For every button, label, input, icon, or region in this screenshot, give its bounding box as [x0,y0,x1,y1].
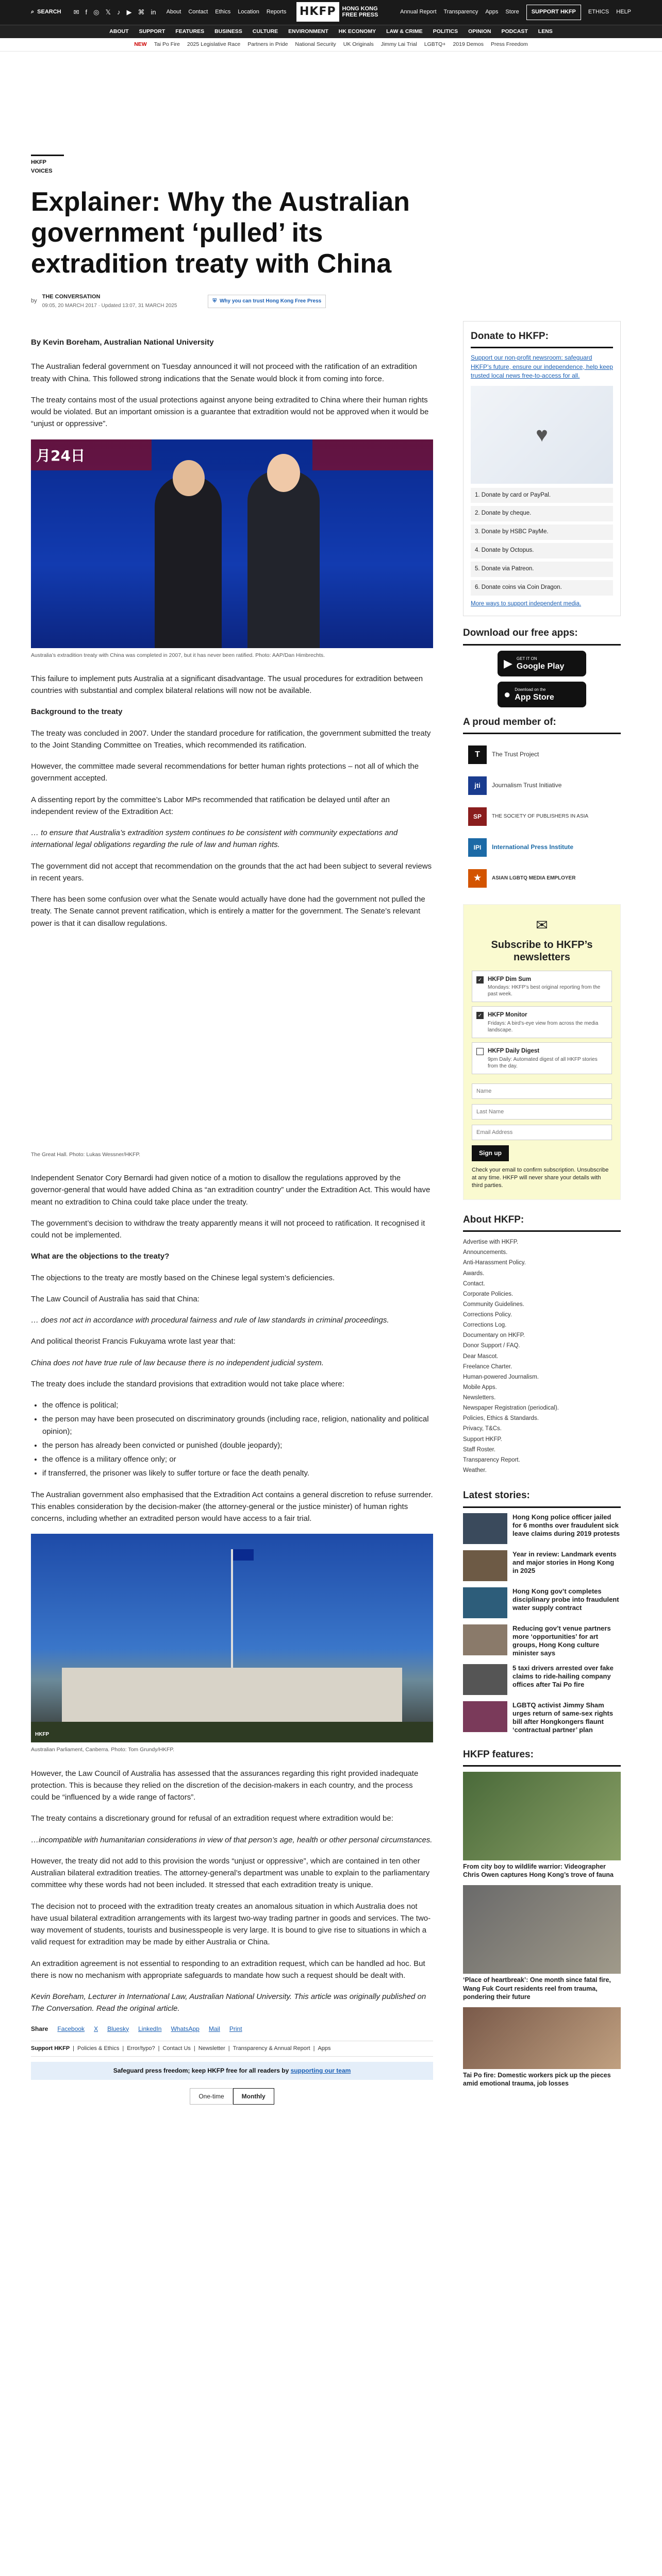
paragraph: The government did not accept that recommendation on the grounds that the act had been subject to several reviews in recent years. [31,861,432,883]
story-thumbnail [463,1624,507,1655]
name-input[interactable] [472,1083,612,1099]
paragraph: However, the treaty did not add to this provision the words “unjust or oppressive”, which are contained in ten other Australian bilateral extradition treaties. The attorney-general’s department was unable to explain to the parliamentary committee why these words had not been included. It stressed that each extradition treaty is unique. [31,1856,430,1890]
about-link[interactable]: Community Guidelines. [463,1301,524,1308]
linkedin-icon[interactable]: in [151,8,156,16]
ethics-link[interactable]: ETHICS [588,9,609,15]
photo-caption: Australia’s extradition treaty with China was completed in 2007, but it has never been ratified. Photo: AAP/Dan Himbrechts. [31,652,325,658]
newsletter-signup [463,904,621,1200]
top-link-apps[interactable]: Apps [485,9,499,15]
about-link[interactable]: Donor Support / FAQ. [463,1343,520,1349]
list-item: • the offence is political; [42,1399,433,1411]
about-link[interactable]: Contact. [463,1280,485,1287]
top-right [400,5,631,20]
member-logo[interactable]: T The Trust Project [463,739,621,770]
about-link[interactable]: Support HKFP. [463,1436,502,1443]
top-link-reports[interactable]: Reports [266,9,287,15]
paragraph: An extradition agreement is not essential to responding to an extradition request, which can be handled ad hoc. But there is now no mechanism with appropriate safeguards to mandate how such a request should be dealt with. [31,1959,425,1980]
paragraph: This failure to implement puts Australia at a significant disadvantage. The usual procedures for extradition between countries with substantial and complex bilateral relations will now not be available. [31,674,423,696]
trending-item[interactable]: Press Freedom [491,41,528,48]
source-block [42,293,177,310]
apple-icon: ● [504,687,511,701]
section-heading: What are the objections to the treaty? [31,1252,170,1261]
paragraph: There has been some confusion over what the Senate would actually have done had the government not pulled the treaty. The Senate cannot prevent ratification, which is entirely a matter for the government. The Senate’s relevant power is that it can disallow regulations. [31,895,425,928]
more-ways-link[interactable]: More ways to support independent media. [471,600,582,607]
x-icon[interactable]: 𝕏 [105,8,111,16]
photo-watermark: HKFP [35,1731,49,1737]
story-item[interactable]: 5 taxi drivers arrested over fake claims to ride-hailing company offices after Tai Po fire [463,1664,621,1695]
trending-item[interactable]: 2025 Legislative Race [187,41,241,48]
list-item: • if transferred, the prisoner was likely to suffer torture or face the death penalty. [42,1467,433,1479]
nav-environment[interactable]: ENVIRONMENT [288,28,328,35]
feature-item[interactable]: From city boy to wildlife warrior: Videographer Chris Owen captures Hong Kong’s trove of fauna [463,1772,621,1879]
story-thumbnail [463,1550,507,1581]
donation-frequency-toggle [31,2088,433,2105]
article-title: Explainer: Why the Australian government ‘pulled’ its extradition treaty with China [31,187,410,279]
share-whatsapp[interactable]: WhatsApp [171,2025,200,2032]
newsletter-option-monitor[interactable]: ✓ HKFP Monitor Fridays: A bird’s-eye view from across the media landscape. [472,1006,612,1038]
donate-box [463,321,621,616]
donate-options [471,488,613,596]
story-thumbnail [463,1513,507,1544]
support-team-link[interactable]: supporting our team [290,2067,351,2075]
story-thumbnail [463,1701,507,1732]
article-kicker[interactable]: HKFP VOICES [31,155,64,176]
checkbox-checked-icon[interactable]: ✓ [476,1012,484,1019]
feature-item[interactable]: Tai Po fire: Domestic workers pick up the pieces amid emotional trauma, job losses [463,2007,621,2088]
envelope-icon: ✉ [536,917,548,934]
nav-opinion[interactable]: OPINION [468,28,491,35]
provisions-list [42,1399,433,1480]
nav-law-crime[interactable]: LAW & CRIME [386,28,423,35]
story-item[interactable]: Hong Kong gov’t completes disciplinary probe into fraudulent water supply contract [463,1587,621,1618]
nav-support[interactable]: SUPPORT [139,28,166,35]
support-hkfp-button[interactable]: SUPPORT HKFP [526,5,581,20]
about-link[interactable]: Documentary on HKFP. [463,1332,525,1339]
feature-image [463,1772,621,1860]
member-logo[interactable]: ★ ASIAN LGBTQ MEDIA EMPLOYER [463,863,621,894]
about-link[interactable]: Freelance Charter. [463,1363,512,1370]
sign-up-button[interactable]: Sign up [472,1145,509,1161]
donate-option[interactable]: 4. Donate by Octopus. [471,543,613,558]
member-logo[interactable]: IPI International Press Institute [463,832,621,863]
article-body [31,321,433,2105]
about-link[interactable]: Awards. [463,1270,485,1277]
story-thumbnail [463,1664,507,1695]
trending-label: NEW [134,41,147,48]
youtube-icon[interactable]: ▶ [126,8,132,16]
about-link[interactable]: Corporate Policies. [463,1291,514,1297]
paragraph: The Law Council of Australia has said that China: [31,1294,200,1303]
nav-lens[interactable]: LENS [538,28,553,35]
footer-link[interactable]: Transparency & Annual Report [233,2045,310,2052]
newsletter-title: Subscribe to HKFP’s newsletters [491,939,593,963]
donate-title: Donate to HKFP: [471,329,613,348]
nav-about[interactable]: ABOUT [109,28,129,35]
photo-caption: The Great Hall. Photo: Lukas Wessner/HKFP. [31,1151,141,1158]
apps-block [463,625,621,707]
top-link-ethics[interactable]: Ethics [215,9,231,15]
story-item[interactable]: Hong Kong police officer jailed for 6 months over fraudulent sick leave claims during 2019 protests [463,1513,621,1544]
nav-business[interactable]: BUSINESS [214,28,242,35]
share-label: Share [31,2025,48,2032]
paragraph: And political theorist Francis Fukuyama wrote last year that: [31,1337,236,1346]
article-footer-links: Support HKFP | Policies & Ethics | Error/typo? | Contact Us | Newsletter | Transparency & Annual Report | Apps [31,2041,433,2057]
trending-item[interactable]: UK Originals [343,41,374,48]
footer-support-hkfp[interactable]: Support HKFP [31,2045,70,2052]
quote: …incompatible with humanitarian considerations in view of that person’s age, health or other personal circumstances. [31,1835,433,1844]
by-label: by [31,298,37,304]
nav-features[interactable]: FEATURES [175,28,205,35]
trending-item[interactable]: 2019 Demos [453,41,484,48]
about-link[interactable]: Privacy, T&Cs. [463,1426,502,1432]
nav-hk-economy[interactable]: HK ECONOMY [338,28,376,35]
quote: … to ensure that Australia’s extradition system continues to be consistent with community expectations and international legal obligations regarding the rule of law and human rights. [31,828,398,850]
top-bar [0,0,662,25]
about-title: About HKFP: [463,1212,621,1232]
nav-politics[interactable]: POLITICS [433,28,458,35]
article-dates: 09:05, 20 MARCH 2017 · Updated 13:07, 31 MARCH 2025 [42,302,177,309]
top-link-location[interactable]: Location [238,9,259,15]
article-photo-great-hall[interactable] [31,939,433,1147]
trending-item[interactable]: National Security [295,41,336,48]
logo-mark: HKFP [296,2,339,22]
article-photo-handshake[interactable] [31,439,433,648]
about-link[interactable]: Staff Roster. [463,1446,496,1453]
frequency-monthly[interactable]: Monthly [233,2088,274,2105]
heart-icon: ♥ [536,423,548,446]
list-item: • the person may have been prosecuted on discriminatory grounds (including race, religion, nationality and political opinion); [42,1413,433,1437]
story-item[interactable]: Reducing gov’t venue partners more ‘opportunities’ for art groups, Hong Kong culture minister says [463,1624,621,1658]
quote: China does not have true rule of law because there is no independent judicial system. [31,1358,324,1367]
newsletter-option-daily-digest[interactable]: HKFP Daily Digest 9pm Daily: Automated digest of all HKFP stories from the day. [472,1042,612,1074]
share-bar [31,2024,433,2034]
donate-option[interactable]: 3. Donate by HSBC PayMe. [471,524,613,540]
share-linkedin[interactable]: LinkedIn [138,2025,162,2032]
photo-caption: Australian Parliament, Canberra. Photo: Tom Grundy/HKFP. [31,1747,174,1753]
trending-item[interactable]: Jimmy Lai Trial [380,41,417,48]
frequency-one-time[interactable]: One-time [190,2088,233,2105]
nav-culture[interactable]: CULTURE [252,28,278,35]
facebook-icon[interactable]: f [85,8,88,16]
share-bluesky[interactable]: Bluesky [107,2025,129,2032]
donate-option[interactable]: 5. Donate via Patreon. [471,562,613,577]
footer-link[interactable]: Error/typo? [127,2045,155,2052]
ad-space [0,52,662,155]
main-nav [0,25,662,38]
checkbox-checked-icon[interactable]: ✓ [476,976,484,984]
checkbox-unchecked-icon[interactable] [476,1048,484,1055]
top-links [167,8,287,16]
paragraph: The treaty does include the standard provisions that extradition would not take place where: [31,1379,344,1388]
trending-item[interactable]: Partners in Pride [247,41,288,48]
about-link[interactable]: Weather. [463,1467,487,1473]
about-list [463,1237,621,1476]
search-button[interactable]: ⌕ SEARCH [31,8,61,16]
share-print[interactable]: Print [229,2025,242,2032]
last-name-input[interactable] [472,1104,612,1120]
member-logo[interactable]: jti Journalism Trust Initiative [463,770,621,801]
paragraph: The treaty was concluded in 2007. Under the standard procedure for ratification, the government submitted the treaty to the Joint Standing Committee on Treaties, which recommended its ratification. [31,728,431,750]
membership-block [463,715,621,894]
top-link-store[interactable]: Store [505,9,519,15]
site-logo[interactable] [296,2,378,22]
about-link[interactable]: Advertise with HKFP. [463,1239,519,1246]
feature-image [463,2007,621,2069]
donate-illustration [471,386,613,484]
author-byline[interactable]: By Kevin Boreham, Australian National University [31,338,214,347]
paragraph: However, the committee made several recommendations for better human rights protections – not all of which the government accepted. [31,762,419,783]
email-input[interactable] [472,1125,612,1140]
why-trust-link[interactable]: ⛨ Why you can trust Hong Kong Free Press [208,295,326,308]
story-item[interactable]: LGBTQ activist Jimmy Sham urges return of same-sex rights bill after Hongkongers flaunt ‘contractual partner’ plan [463,1701,621,1735]
trending-item[interactable]: LGBTQ+ [424,41,446,48]
instagram-icon[interactable]: ◎ [93,8,100,16]
paragraph: The Australian government also emphasised that the Extradition Act contains a general discretion to refuse surrender. This enables consideration by the decision-maker (the attorney-general or the justice minister) of human rights concerns, including whether an extradited person would have access to a fair trial. [31,1490,433,1523]
about-link[interactable]: Mobile Apps. [463,1384,497,1391]
top-link-annual-report[interactable]: Annual Report [400,9,437,15]
search-icon: ⌕ [31,9,35,15]
about-link[interactable]: Transparency Report. [463,1456,520,1463]
latest-stories [463,1488,621,1734]
quote: … does not act in accordance with procedural fairness and rule of law standards in criminal proceedings. [31,1316,389,1325]
top-link-transparency[interactable]: Transparency [443,9,478,15]
newsletter-note: Check your email to confirm subscription. Unsubscribe at any time. HKFP will never share your details with third parties. [472,1166,609,1189]
about-link[interactable]: Corrections Log. [463,1322,507,1329]
member-logo[interactable]: SP THE SOCIETY OF PUBLISHERS IN ASIA [463,801,621,832]
feature-image [463,1885,621,1974]
paragraph: The government’s decision to withdraw the treaty apparently means it will not proceed to ratification. It recognised it could not be implemented. [31,1218,425,1240]
section-heading: Background to the treaty [31,707,123,717]
footer-link[interactable]: Newsletter [198,2045,225,2052]
paragraph: A dissenting report by the committee’s Labor MPs recommended that ratification be delayed until after an independent review of the Extradition Act: [31,795,390,816]
paragraph: The treaty contains a discretionary ground for refusal of an extradition request where extradition would be: [31,1814,393,1823]
about-link[interactable]: Newspaper Registration (periodical). [463,1405,559,1412]
top-link-contact[interactable]: Contact [188,9,208,15]
donate-text: Support our non-profit newsroom: safeguard HKFP’s future, ensure our independence, help keep trusted local news free-to-access for all. [471,354,613,380]
email-icon[interactable]: ✉ [73,8,79,16]
list-item: • the person has already been convicted or punished (double jeopardy); [42,1439,433,1451]
paragraph: However, the Law Council of Australia has assessed that the assurances regarding this right provided inadequate protection. This is because they relied on the discretion of the decision-makers in each country, and the process could be “influenced by a wide range of factors”. [31,1769,419,1802]
footer-link[interactable]: Policies & Ethics [77,2045,120,2052]
logo-text: HONG KONG FREE PRESS [342,5,378,19]
social-links [74,7,156,18]
top-link-about[interactable]: About [166,9,181,15]
story-item[interactable]: Year in review: Landmark events and major stories in Hong Kong in 2025 [463,1550,621,1581]
about-link[interactable]: Corrections Policy. [463,1312,512,1318]
sidebar [463,321,621,2105]
paragraph: Independent Senator Cory Bernardi had given notice of a motion to disallow the regulations approved by the governor-general that would have added China as “an extradition country” under the Extradition Act. This would have meant no extradition to China could take place under the treaty. [31,1174,431,1207]
page-body [31,321,662,2105]
nav-podcast[interactable]: PODCAST [501,28,528,35]
member-title: A proud member of: [463,715,621,734]
about-link[interactable]: Announcements. [463,1249,508,1256]
rss-icon[interactable]: ⌘ [138,8,145,16]
hkfp-features [463,1747,621,2088]
author-bio: Kevin Boreham, Lecturer in International Law, Australian National University. This article was originally published on The Conversation. Read the original article. [31,1992,426,2013]
article-header [31,155,454,310]
shield-icon: ⛨ [212,298,217,304]
google-play-button[interactable]: ▶ GET IT ON Google Play [498,651,586,676]
features-title: HKFP features: [463,1747,621,1767]
about-link[interactable]: Newsletters. [463,1395,496,1401]
list-item: • the offence is a military offence only; or [42,1453,433,1465]
article-photo-parliament[interactable] [31,1534,433,1742]
tiktok-icon[interactable]: ♪ [117,8,121,16]
story-thumbnail [463,1587,507,1618]
donate-option[interactable]: 1. Donate by card or PayPal. [471,488,613,503]
latest-title: Latest stories: [463,1488,621,1507]
play-store-icon: ▶ [504,656,512,670]
photo-overlay-text: 月24日 [36,447,85,464]
paragraph: The treaty contains most of the usual protections against anyone being extradited to China where their human rights would be violated. But an important omission is a guarantee that extradition would not be approved when it would be “unjust or oppressive”. [31,395,429,429]
paragraph: The decision not to proceed with the extradition treaty creates an anomalous situation in which Australia does not have usual bilateral extradition arrangements with its largest two-way trading partner in goods and services. The two-way movement of students, tourists and businesspeople is very large. It is bound to give rise to situations in which a valid request for extradition may be made by either Australia or China. [31,1902,431,1947]
footer-link[interactable]: Contact Us [162,2045,191,2052]
paragraph: The objections to the treaty are mostly based on the Chinese legal system’s deficiencies. [31,1273,335,1282]
donate-option[interactable]: 2. Donate by cheque. [471,506,613,521]
share-mail[interactable]: Mail [208,2025,220,2032]
about-link[interactable]: Anti-Harassment Policy. [463,1260,526,1266]
share-facebook[interactable]: Facebook [57,2025,85,2032]
share-x[interactable]: X [94,2025,98,2032]
feature-item[interactable]: ‘Place of heartbreak’: One month since fatal fire, Wang Fuk Court residents reel from trauma, pondering their future [463,1885,621,2001]
app-store-button[interactable]: ● Download on the App Store [498,682,586,707]
about-block [463,1212,621,1476]
trending-item[interactable]: Tai Po Fire [154,41,180,48]
paragraph: The Australian federal government on Tuesday announced it will not proceed with the ratification of an extradition treaty with China. This followed strong indications that the Senate would block it from coming into force. [31,362,417,383]
about-link[interactable]: Human-powered Journalism. [463,1374,539,1380]
newsletter-option-dim-sum[interactable]: ✓ HKFP Dim Sum Mondays: HKFP’s best original reporting from the past week. [472,971,612,1003]
footer-link[interactable]: Apps [318,2045,331,2052]
trending-bar [0,38,662,52]
article-source[interactable]: THE CONVERSATION [42,294,101,300]
help-link[interactable]: HELP [616,9,631,15]
safeguard-banner: Safeguard press freedom; keep HKFP free for all readers by supporting our team [31,2062,433,2080]
apps-title: Download our free apps: [463,625,621,645]
about-link[interactable]: Policies, Ethics & Standards. [463,1415,539,1422]
article-meta [31,293,454,310]
about-link[interactable]: Dear Mascot. [463,1353,499,1360]
donate-option[interactable]: 6. Donate coins via Coin Dragon. [471,580,613,596]
